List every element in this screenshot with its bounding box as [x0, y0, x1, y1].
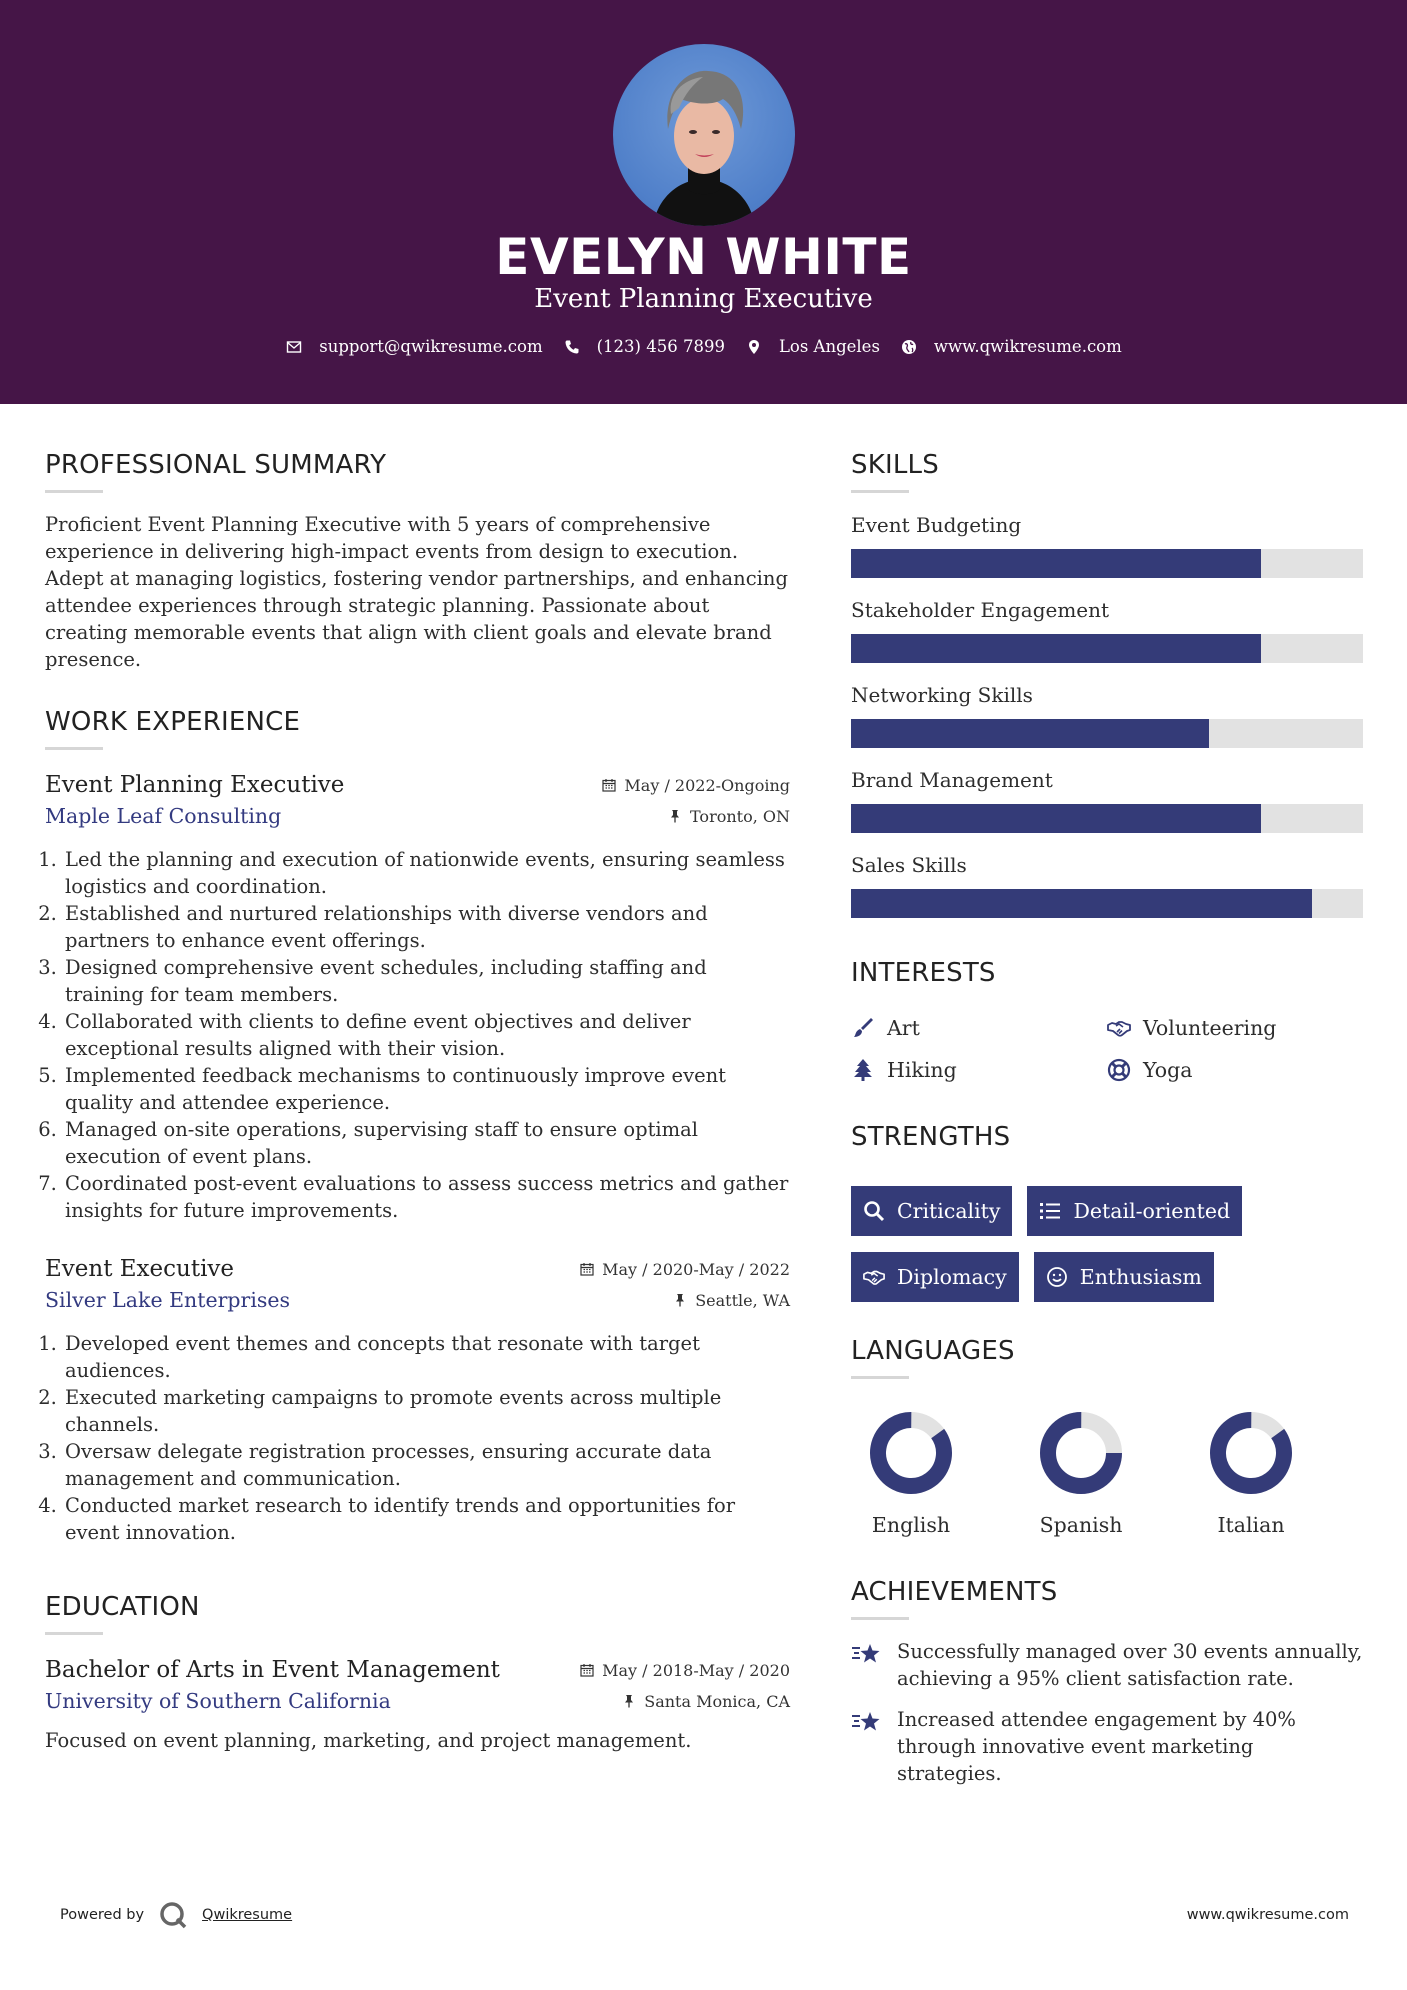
skill-bar — [851, 634, 1363, 663]
language-donut — [1037, 1409, 1125, 1497]
interest-label: Art — [887, 1016, 920, 1040]
achievement-text: Increased attendee engagement by 40% through innovative event marketing strategies. — [897, 1708, 1296, 1785]
qwikresume-logo-icon — [158, 1900, 188, 1930]
section-divider — [851, 1617, 909, 1620]
job-location-text: Seattle, WA — [695, 1290, 790, 1310]
section-divider — [45, 1632, 103, 1635]
contact-website[interactable] — [900, 337, 1122, 356]
resume-header — [0, 0, 1407, 404]
strength-label: Diplomacy — [897, 1265, 1007, 1289]
skill-bar — [851, 719, 1363, 748]
skill-bar — [851, 889, 1363, 918]
qwikresume-link[interactable]: Qwikresume — [202, 1907, 293, 1923]
job-dates-text: May / 2022-Ongoing — [624, 775, 790, 795]
duty-item: 2. Established and nurtured relationships with diverse vendors and partners to enhance event offerings. — [63, 900, 790, 954]
section-title: LANGUAGES — [851, 1336, 1015, 1366]
profile-photo — [613, 44, 795, 226]
contact-email[interactable] — [285, 337, 542, 356]
right-column — [851, 450, 1363, 1787]
strengths-list — [851, 1186, 1363, 1302]
section-title: SKILLS — [851, 450, 939, 480]
skill-bar-fill — [851, 549, 1261, 578]
footer-url[interactable]: www.qwikresume.com — [1186, 1907, 1349, 1923]
summary-text: Proficient Event Planning Executive with 5 years of comprehensive experience in delivering high-impact events from design to execution. Adept at managing logistics, fostering vendor partnerships, and enhancing attendee experiences through strategic planning. Passionate about creating memorable events that align with client goals and elevate brand presence. — [45, 513, 788, 671]
duty-item: 4. Collaborated with clients to define event objectives and deliver exceptional results aligned with their vision. — [63, 1008, 790, 1062]
education-description: Focused on event planning, marketing, and project management. — [45, 1729, 692, 1752]
duty-item: 5. Implemented feedback mechanisms to continuously improve event quality and attendee experience. — [63, 1062, 790, 1116]
job-dates — [602, 776, 790, 795]
phone-icon — [563, 338, 581, 356]
interest-label: Volunteering — [1143, 1016, 1277, 1040]
contact-bar — [0, 337, 1407, 356]
job-location-text: Toronto, ON — [690, 806, 790, 826]
contact-email-text: support@qwikresume.com — [319, 337, 543, 356]
experience-section — [45, 707, 790, 1546]
contact-phone[interactable] — [563, 337, 725, 356]
job-duties — [45, 846, 790, 1224]
skill-item — [851, 853, 1363, 918]
skill-bar — [851, 549, 1363, 578]
company-name: Maple Leaf Consulting — [45, 804, 282, 828]
skill-bar-fill — [851, 804, 1261, 833]
summary-section — [45, 450, 790, 673]
languages-section — [851, 1336, 1363, 1537]
skills-section — [851, 450, 1363, 918]
skill-bar-fill — [851, 719, 1209, 748]
skill-label: Networking Skills — [851, 683, 1033, 707]
skill-label: Event Budgeting — [851, 513, 1022, 537]
school-name: University of Southern California — [45, 1689, 391, 1713]
job-location — [673, 1291, 790, 1310]
company-name: Silver Lake Enterprises — [45, 1288, 291, 1312]
section-title: PROFESSIONAL SUMMARY — [45, 450, 387, 480]
shooting-star-icon — [851, 1708, 883, 1738]
language-item — [1021, 1409, 1191, 1537]
strength-label: Criticality — [897, 1199, 1001, 1223]
contact-website-text: www.qwikresume.com — [933, 337, 1122, 356]
skill-bar-fill — [851, 634, 1261, 663]
interest-item — [851, 1058, 1107, 1082]
education-dates-text: May / 2018-May / 2020 — [602, 1660, 790, 1680]
handshake-icon — [1107, 1016, 1131, 1040]
achievement-text: Successfully managed over 30 events annually, achieving a 95% client satisfaction rate. — [897, 1640, 1363, 1690]
left-column — [45, 450, 790, 1754]
section-title: ACHIEVEMENTS — [851, 1577, 1058, 1607]
interests-list — [851, 1016, 1363, 1082]
job-title: Event Executive — [45, 1256, 235, 1282]
duty-item: 1. Led the planning and execution of nationwide events, ensuring seamless logistics and coordination. — [63, 846, 790, 900]
contact-location-text: Los Angeles — [778, 337, 880, 356]
strength-badge — [851, 1252, 1019, 1302]
skill-label: Stakeholder Engagement — [851, 598, 1110, 622]
calendar-icon — [580, 1663, 594, 1677]
education-location-text: Santa Monica, CA — [644, 1691, 790, 1711]
interest-item — [851, 1016, 1107, 1040]
powered-by-text: Powered by — [60, 1907, 145, 1923]
skill-item — [851, 768, 1363, 833]
skill-bar — [851, 804, 1363, 833]
strengths-section — [851, 1122, 1363, 1302]
paintbrush-icon — [851, 1016, 875, 1040]
candidate-title: Event Planning Executive — [534, 284, 873, 314]
skill-item — [851, 598, 1363, 663]
strength-badge — [851, 1186, 1012, 1236]
calendar-icon — [580, 1262, 594, 1276]
duty-item: 2. Executed marketing campaigns to promote events across multiple channels. — [63, 1384, 790, 1438]
pushpin-icon — [622, 1694, 636, 1708]
section-title: STRENGTHS — [851, 1122, 1011, 1152]
skill-item — [851, 683, 1363, 748]
strength-badge — [1027, 1186, 1242, 1236]
lifebuoy-icon — [1107, 1058, 1131, 1082]
duty-item: 3. Oversaw delegate registration processes, ensuring accurate data management and communication. — [63, 1438, 790, 1492]
language-donut — [1207, 1409, 1295, 1497]
strength-badge — [1034, 1252, 1214, 1302]
handshake-icon — [863, 1266, 885, 1288]
languages-list — [851, 1409, 1363, 1537]
job-title: Event Planning Executive — [45, 772, 345, 798]
language-label: English — [871, 1513, 951, 1537]
job-location — [668, 807, 790, 826]
job-duties — [45, 1330, 790, 1546]
section-divider — [45, 747, 103, 750]
section-divider — [45, 490, 103, 493]
footer-powered-by — [60, 1900, 292, 1930]
job-entry — [45, 772, 790, 1224]
interest-label: Yoga — [1143, 1058, 1193, 1082]
skill-label: Brand Management — [851, 768, 1053, 792]
candidate-name: EVELYN WHITE — [495, 228, 912, 286]
strength-label: Detail-oriented — [1073, 1199, 1231, 1223]
contact-phone-text: (123) 456 7899 — [596, 337, 725, 356]
search-icon — [863, 1200, 885, 1222]
language-item — [851, 1409, 1021, 1537]
achievement-item — [851, 1638, 1363, 1692]
achievements-section — [851, 1577, 1363, 1787]
duty-item: 3. Designed comprehensive event schedules, including staffing and training for team members. — [63, 954, 790, 1008]
skill-item — [851, 513, 1363, 578]
achievement-item — [851, 1706, 1363, 1787]
duty-item: 4. Conducted market research to identify trends and opportunities for event innovation. — [63, 1492, 790, 1546]
section-title: INTERESTS — [851, 958, 996, 988]
globe-icon — [900, 338, 918, 356]
envelope-icon — [285, 338, 303, 356]
duty-item: 6. Managed on-site operations, supervising staff to ensure optimal execution of event plans. — [63, 1116, 790, 1170]
shooting-star-icon — [851, 1640, 883, 1670]
pushpin-icon — [668, 809, 682, 823]
language-label: Italian — [1217, 1513, 1285, 1537]
contact-location — [745, 337, 880, 356]
strength-label: Enthusiasm — [1079, 1265, 1202, 1289]
skill-bar-fill — [851, 889, 1312, 918]
job-dates — [580, 1260, 790, 1279]
tree-icon — [851, 1058, 875, 1082]
duty-item: 7. Coordinated post-event evaluations to assess success metrics and gather insights for future improvements. — [63, 1170, 790, 1224]
skills-list — [851, 513, 1363, 918]
smile-icon — [1046, 1266, 1068, 1288]
section-title: EDUCATION — [45, 1592, 200, 1622]
section-title: WORK EXPERIENCE — [45, 707, 301, 737]
degree-title: Bachelor of Arts in Event Management — [45, 1657, 500, 1683]
section-divider — [851, 1376, 909, 1379]
list-icon — [1039, 1200, 1061, 1222]
pushpin-icon — [673, 1293, 687, 1307]
duty-item: 1. Developed event themes and concepts that resonate with target audiences. — [63, 1330, 790, 1384]
interest-label: Hiking — [887, 1058, 957, 1082]
interests-section — [851, 958, 1363, 1082]
language-label: Spanish — [1039, 1513, 1123, 1537]
job-entry — [45, 1256, 790, 1546]
interest-item — [1107, 1016, 1363, 1040]
education-location — [622, 1692, 790, 1711]
section-divider — [851, 490, 909, 493]
calendar-icon — [602, 778, 616, 792]
language-donut — [867, 1409, 955, 1497]
education-dates — [580, 1661, 790, 1680]
education-section — [45, 1592, 790, 1754]
skill-label: Sales Skills — [851, 853, 967, 877]
job-dates-text: May / 2020-May / 2022 — [602, 1259, 790, 1279]
map-pin-icon — [745, 338, 763, 356]
language-item — [1191, 1409, 1361, 1537]
interest-item — [1107, 1058, 1363, 1082]
education-entry — [45, 1657, 790, 1754]
